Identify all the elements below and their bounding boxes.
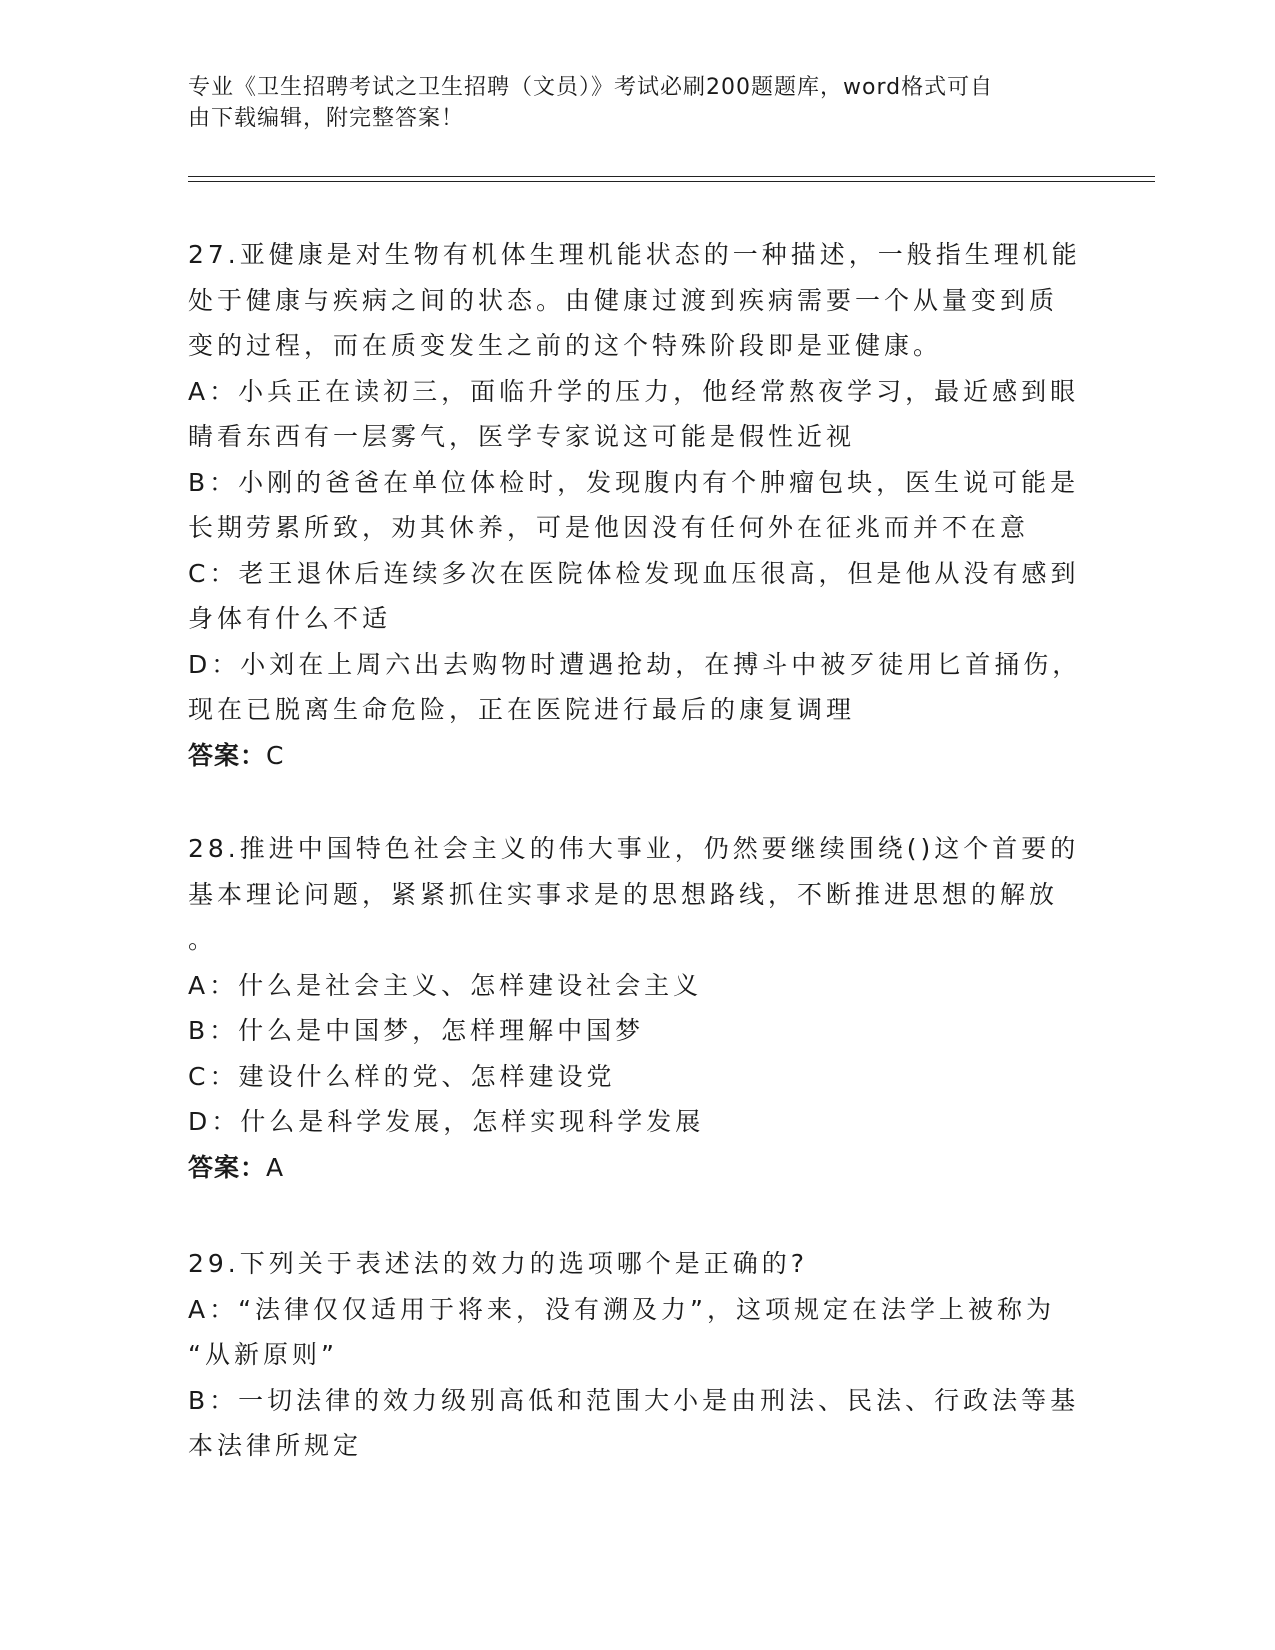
option-a-line: “从新原则” bbox=[188, 1340, 338, 1369]
header-line: 由下载编辑，附完整答案！ bbox=[188, 106, 465, 131]
question-stem-line: 27.亚健康是对生物有机体生理机能状态的一种描述，一般指生理机能 bbox=[188, 240, 1081, 269]
option-c-line: C：建设什么样的党、怎样建设党 bbox=[188, 1061, 616, 1091]
option-b-line: 本法律所规定 bbox=[188, 1431, 363, 1460]
answer-value: C bbox=[266, 740, 285, 770]
option-d-line: D：什么是科学发展，怎样实现科学发展 bbox=[188, 1107, 705, 1136]
header-divider bbox=[188, 176, 1155, 182]
question-29 bbox=[188, 1241, 1088, 1469]
option-a-line: A：小兵正在读初三，面临升学的压力，他经常熬夜学习，最近感到眼 bbox=[188, 376, 1080, 406]
question-stem-line: 29.下列关于表述法的效力的选项哪个是正确的? bbox=[188, 1249, 809, 1278]
question-stem-line: 28.推进中国特色社会主义的伟大事业，仍然要继续围绕()这个首要的 bbox=[188, 834, 1080, 863]
option-c-line: 身体有什么不适 bbox=[188, 604, 392, 633]
answer-line bbox=[188, 1145, 1088, 1191]
option-b-line: B：什么是中国梦，怎样理解中国梦 bbox=[188, 1016, 645, 1045]
answer-line bbox=[188, 733, 1088, 779]
option-d-line: D：小刘在上周六出去购物时遭遇抢劫，在搏斗中被歹徒用匕首捅伤， bbox=[188, 649, 1082, 679]
header-line: 专业《卫生招聘考试之卫生招聘（文员）》考试必刷200题题库，word格式可自 bbox=[188, 75, 994, 100]
question-stem-line: 基本理论问题，紧紧抓住实事求是的思想路线，不断推进思想的解放 bbox=[188, 879, 1059, 909]
answer-value: A bbox=[266, 1152, 285, 1182]
option-d-line: 现在已脱离生命危险，正在医院进行最后的康复调理 bbox=[188, 695, 856, 724]
option-b-line: 长期劳累所致，劝其休养，可是他因没有任何外在征兆而并不在意 bbox=[188, 513, 1030, 542]
question-stem-line: 。 bbox=[188, 925, 218, 954]
option-a-line: A：“法律仅仅适用于将来，没有溯及力”，这项规定在法学上被称为 bbox=[188, 1294, 1056, 1324]
option-a-line: A：什么是社会主义、怎样建设社会主义 bbox=[188, 970, 703, 1000]
question-28 bbox=[188, 826, 1088, 1190]
answer-label: 答案： bbox=[188, 740, 267, 770]
question-stem-line: 处于健康与疾病之间的状态。由健康过渡到疾病需要一个从量变到质 bbox=[188, 285, 1059, 315]
option-b-line: B：一切法律的效力级别高低和范围大小是由刑法、民法、行政法等基 bbox=[188, 1385, 1080, 1415]
question-27 bbox=[188, 232, 1088, 778]
option-c-line: C：老王退休后连续多次在医院体检发现血压很高，但是他从没有感到 bbox=[188, 558, 1080, 588]
option-a-line: 睛看东西有一层雾气，医学专家说这可能是假性近视 bbox=[188, 422, 856, 451]
document-header bbox=[188, 72, 1068, 134]
question-stem-line: 变的过程，而在质变发生之前的这个特殊阶段即是亚健康。 bbox=[188, 331, 943, 360]
option-b-line: B：小刚的爸爸在单位体检时，发现腹内有个肿瘤包块，医生说可能是 bbox=[188, 467, 1080, 497]
answer-label: 答案： bbox=[188, 1152, 267, 1182]
